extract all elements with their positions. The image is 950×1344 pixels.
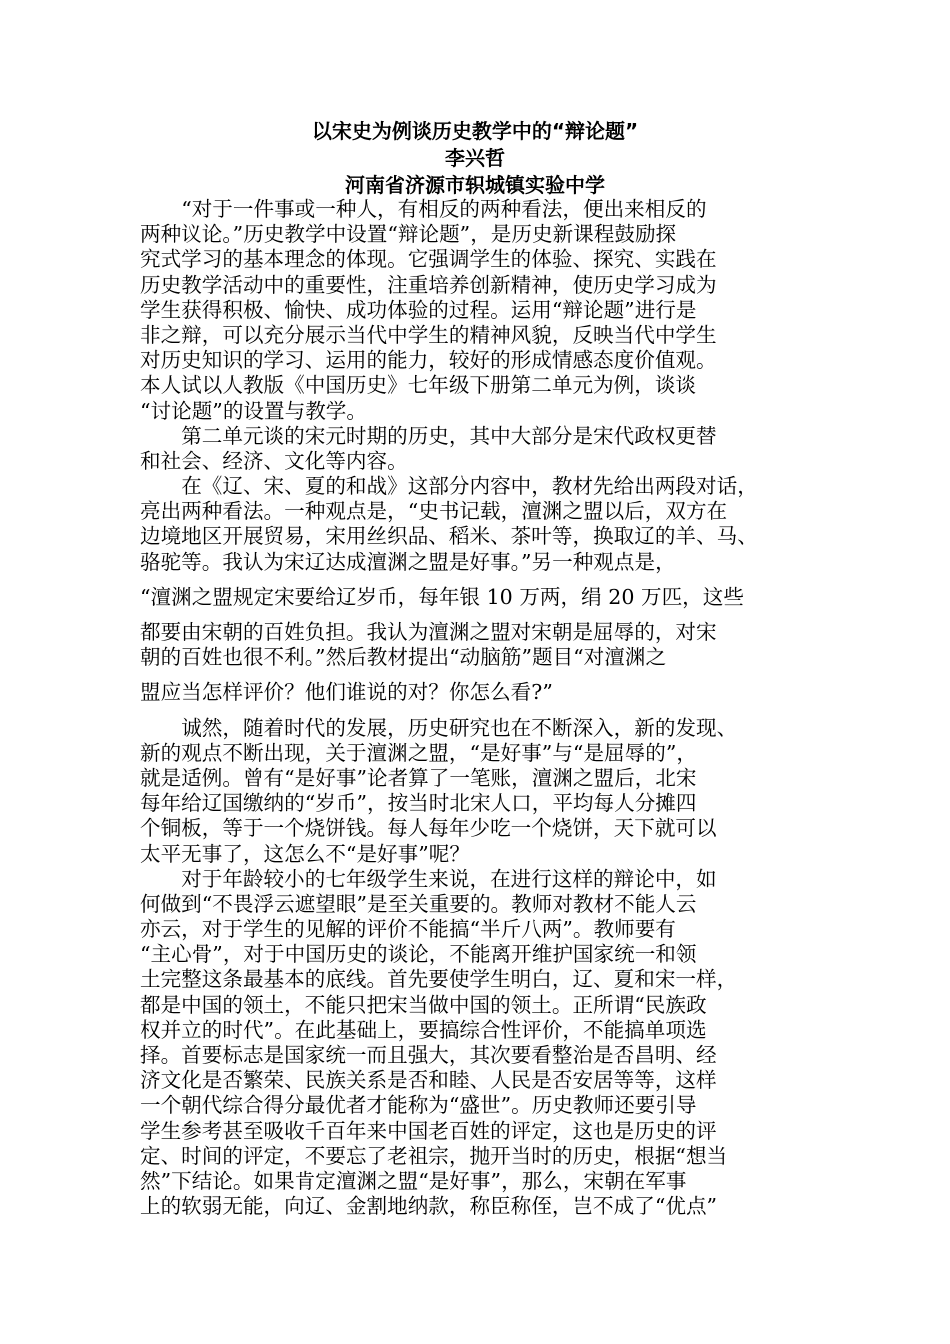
paragraph-line: “澶渊之盟规定宋要给辽岁币，每年银 10 万两，绢 20 万匹，这些 <box>140 584 744 609</box>
line-gap <box>140 610 812 620</box>
paragraph-line: 都要由宋朝的百姓负担。我认为澶渊之盟对宋朝是屈辱的，对宋 <box>140 620 717 644</box>
document-body <box>140 197 812 1219</box>
line-gap <box>140 575 812 585</box>
paragraph-line: 太平无事了，这怎么不“是好事”呢？ <box>140 841 470 866</box>
paragraph-line: 亮出两种看法。一种观点是，“史书记载，澶渊之盟以后，双方在 <box>140 499 728 524</box>
paragraph-line: 然”下结论。如果肯定澶渊之盟“是好事”，那么，宋朝在军事 <box>140 1168 687 1193</box>
paragraph-line: 非之辩，可以充分展示当代中学生的精神风貌，反映当代中学生 <box>140 322 717 347</box>
paragraph-line: 每年给辽国缴纳的“岁币”，按当时北宋人口，平均每人分摊四 <box>140 791 697 816</box>
document-title: 以宋史为例谈历史教学中的“辩论题” <box>311 119 639 143</box>
paragraph-line: 何做到“不畏浮云遮望眼”是至关重要的。教师对教材不能人云 <box>140 891 697 916</box>
paragraph-line: 择。首要标志是国家统一而且强大，其次要看整治是否昌明、经 <box>140 1043 717 1067</box>
paragraph <box>140 680 812 705</box>
paragraph-line: 土完整这条最基本的底线。首先要使学生明白，辽、夏和宋一样， <box>140 967 738 992</box>
paragraph-line: 两种议论。”历史教学中设置“辩论题”，是历史新课程鼓励探 <box>140 222 677 247</box>
paragraph-line: 第二单元谈的宋元时期的历史，其中大部分是宋代政权更替 <box>181 423 717 448</box>
paragraph-line: 和社会、经济、文化等内容。 <box>140 448 408 473</box>
paragraph-line: “讨论题”的设置与教学。 <box>140 398 367 423</box>
paragraph-line: 个铜板，等于一个烧饼钱。每人每年少吃一个烧饼，天下就可以 <box>140 816 717 841</box>
paragraph-line: 究式学习的基本理念的体现。它强调学生的体验、探究、实践在 <box>140 247 717 272</box>
line-gap <box>140 670 812 680</box>
line-gap <box>140 706 812 716</box>
paragraph-line: 上的软弱无能，向辽、金割地纳款，称臣称侄，岂不成了“优点” <box>140 1194 718 1219</box>
paragraph-line: 在《辽、宋、夏的和战》这部分内容中，教材先给出两段对话， <box>181 474 758 499</box>
paragraph <box>140 867 812 1220</box>
paragraph <box>140 585 812 610</box>
paragraph-line: 朝的百姓也很不利。”然后教材提出“动脑筋”题目“对澶渊之 <box>140 645 667 670</box>
paragraph <box>140 424 812 474</box>
paragraph-line: 新的观点不断出现，关于澶渊之盟，“是好事”与“是屈辱的”， <box>140 740 697 765</box>
paragraph-line: 都是中国的领土，不能只把宋当做中国的领土。正所谓“民族政 <box>140 992 707 1017</box>
paragraph <box>140 620 812 670</box>
paragraph-line: 本人试以人教版《中国历史》七年级下册第二单元为例，谈谈 <box>140 373 697 398</box>
paragraph-line: 边境地区开展贸易，宋用丝织品、稻米、茶叶等，换取辽的羊、马、 <box>140 524 758 549</box>
paragraph-line: 定、时间的评定，不要忘了老祖宗，抛开当时的历史，根据“想当 <box>140 1143 728 1168</box>
paragraph-line: 对历史知识的学习、运用的能力，较好的形成情感态度价值观。 <box>140 348 717 373</box>
paragraph-line: 权并立的时代”。在此基础上，要搞综合性评价，不能搞单项选 <box>140 1017 707 1042</box>
paragraph-line: 诚然，随着时代的发展，历史研究也在不断深入，新的发现、 <box>181 715 738 740</box>
paragraph-line: 济文化是否繁荣、民族关系是否和睦、人民是否安居等等，这样 <box>140 1068 717 1093</box>
document-school: 河南省济源市轵城镇实验中学 <box>345 173 605 197</box>
paragraph-line: 对于年龄较小的七年级学生来说，在进行这样的辩论中，如 <box>181 866 717 891</box>
paragraph-line: 骆驼等。我认为宋辽达成澶渊之盟是好事。”另一种观点是， <box>140 549 676 574</box>
paragraph-line: “对于一件事或一种人，有相反的两种看法，便出来相反的 <box>181 197 707 221</box>
paragraph-line: 一个朝代综合得分最优者才能称为“盛世”。历史教师还要引导 <box>140 1093 697 1118</box>
document-author: 李兴哲 <box>445 146 505 170</box>
paragraph <box>140 197 812 424</box>
paragraph-line: 就是适例。曾有“是好事”论者算了一笔账，澶渊之盟后，北宋 <box>140 765 697 790</box>
paragraph-line: 学生获得积极、愉快、成功体验的过程。运用“辩论题”进行是 <box>140 297 697 322</box>
document-header <box>140 118 810 199</box>
paragraph-line: 亦云，对于学生的见解的评价不能搞“半斤八两”。教师要有 <box>140 917 676 942</box>
paragraph <box>140 474 812 575</box>
paragraph-line: 盟应当怎样评价？他们谁说的对？你怎么看?” <box>140 680 553 705</box>
paragraph-line: 历史教学活动中的重要性，注重培养创新精神，使历史学习成为 <box>140 272 717 297</box>
paragraph <box>140 716 812 867</box>
paragraph-line: 学生参考甚至吸收千百年来中国老百姓的评定，这也是历史的评 <box>140 1118 717 1143</box>
paragraph-line: “主心骨”，对于中国历史的谈论，不能离开维护国家统一和领 <box>140 942 697 967</box>
